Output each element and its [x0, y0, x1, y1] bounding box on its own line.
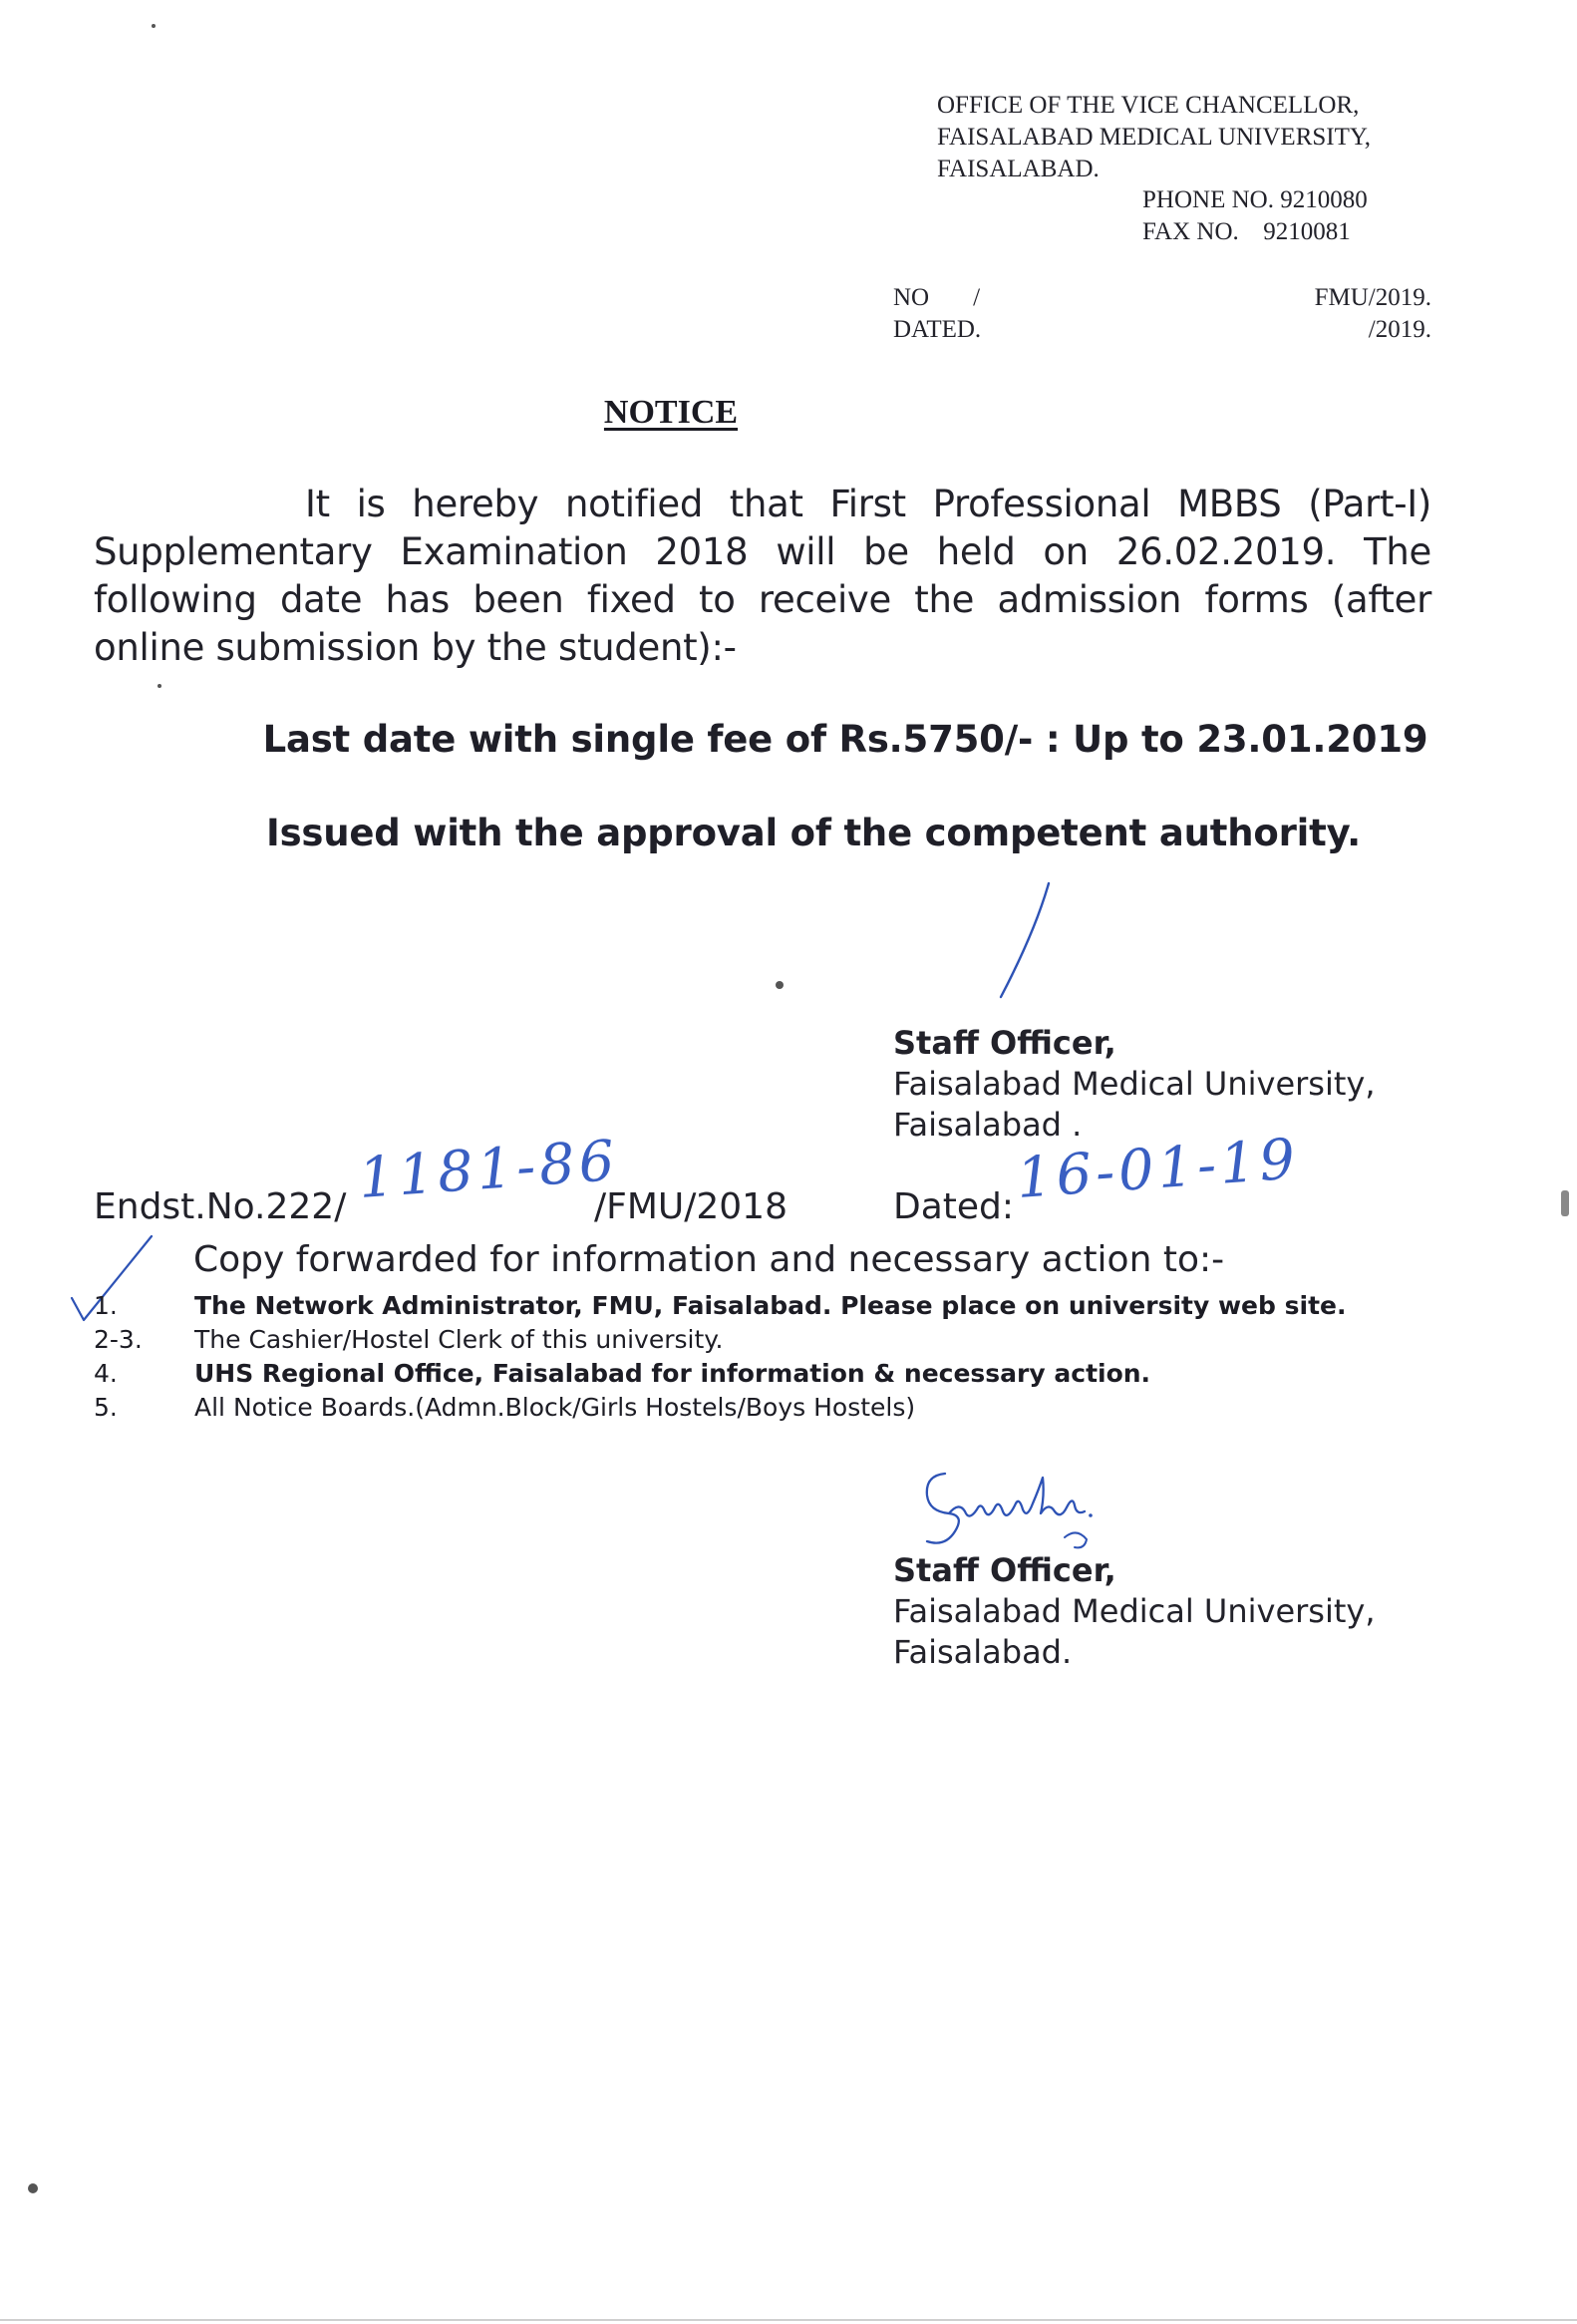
office-address [937, 90, 1371, 185]
scan-speck [152, 24, 156, 28]
list-item-text: The Cashier/Hostel Clerk of this university. [194, 1325, 724, 1354]
phone-number: 9210080 [1280, 186, 1368, 213]
scan-edge-mark [1561, 1190, 1569, 1216]
list-item-number: 5. [94, 1393, 118, 1422]
signatory-title: Staff Officer, [893, 1024, 1116, 1062]
reference-date-value: /2019. [1368, 316, 1431, 343]
reference-date-row [893, 314, 1431, 346]
distribution-list [94, 1289, 1390, 1425]
list-item [94, 1357, 1390, 1391]
office-line: FAISALABAD. [937, 156, 1100, 182]
phone-line [1142, 184, 1368, 216]
endorsement-dated-label: Dated: [893, 1186, 1015, 1227]
no-label: NO [893, 284, 930, 311]
office-line: FAISALABAD MEDICAL UNIVERSITY, [937, 124, 1371, 151]
list-item-number: 4. [94, 1359, 118, 1388]
list-item-number: 1. [94, 1291, 118, 1320]
fax-label: FAX NO. [1142, 218, 1239, 245]
approval-line: Issued with the approval of the competent authority. [266, 812, 1361, 854]
list-item-text: All Notice Boards.(Admn.Block/Girls Hostels/Boys Hostels) [194, 1393, 916, 1422]
signatory-title: Staff Officer, [893, 1551, 1116, 1589]
signatory-city: Faisalabad. [893, 1633, 1073, 1671]
scan-bottom-edge [0, 2319, 1577, 2321]
reference-date-label: DATED. [893, 316, 982, 343]
signature-stroke-icon [987, 877, 1067, 1007]
no-separator: / [973, 284, 981, 311]
copy-forwarded-line: Copy forwarded for information and necessary action to:- [193, 1239, 1225, 1280]
handwritten-endorsement-number: 1181-86 [356, 1128, 621, 1211]
list-item-text: UHS Regional Office, Faisalabad for information & necessary action. [194, 1359, 1151, 1388]
handwritten-signature-icon [915, 1456, 1134, 1565]
reference-block [893, 282, 1431, 346]
list-item-number: 2-3. [94, 1325, 143, 1354]
reference-no-value: FMU/2019. [1314, 284, 1431, 311]
ink-speck [776, 981, 784, 989]
list-item-text: The Network Administrator, FMU, Faisalabad. Please place on university web site. [194, 1291, 1347, 1320]
contact-numbers [1142, 184, 1368, 248]
scan-speck [158, 684, 161, 688]
list-item [94, 1289, 1390, 1323]
phone-label: PHONE NO. [1142, 186, 1274, 213]
scan-speck [28, 2183, 38, 2193]
reference-no-label [893, 282, 980, 314]
list-item [94, 1323, 1390, 1357]
endorsement-suffix: /FMU/2018 [594, 1186, 788, 1227]
reference-no-row [893, 282, 1431, 314]
signatory-org: Faisalabad Medical University, [893, 1592, 1376, 1630]
last-date-line: Last date with single fee of Rs.5750/- : Up to 23.01.2019 [262, 718, 1428, 761]
endorsement-prefix: Endst.No.222/ [94, 1186, 347, 1227]
signatory-org: Faisalabad Medical University, [893, 1065, 1376, 1103]
fax-line [1142, 216, 1368, 248]
list-item [94, 1391, 1390, 1425]
signature-block-1 [893, 1023, 1376, 1146]
signature-block-2 [893, 1550, 1376, 1673]
notice-title: NOTICE [603, 394, 739, 431]
handwritten-date: 16-01-19 [1014, 1127, 1302, 1211]
office-line: OFFICE OF THE VICE CHANCELLOR, [937, 92, 1360, 119]
fax-number: 9210081 [1263, 218, 1351, 245]
notice-body: It is hereby notified that First Professional MBBS (Part-I) Supplementary Examination 2018 will be held on 26.02.2019. The following date has been fixed to receive the admission forms (after online submission by the student):- [94, 483, 1431, 669]
signatory-city: Faisalabad . [893, 1106, 1083, 1144]
